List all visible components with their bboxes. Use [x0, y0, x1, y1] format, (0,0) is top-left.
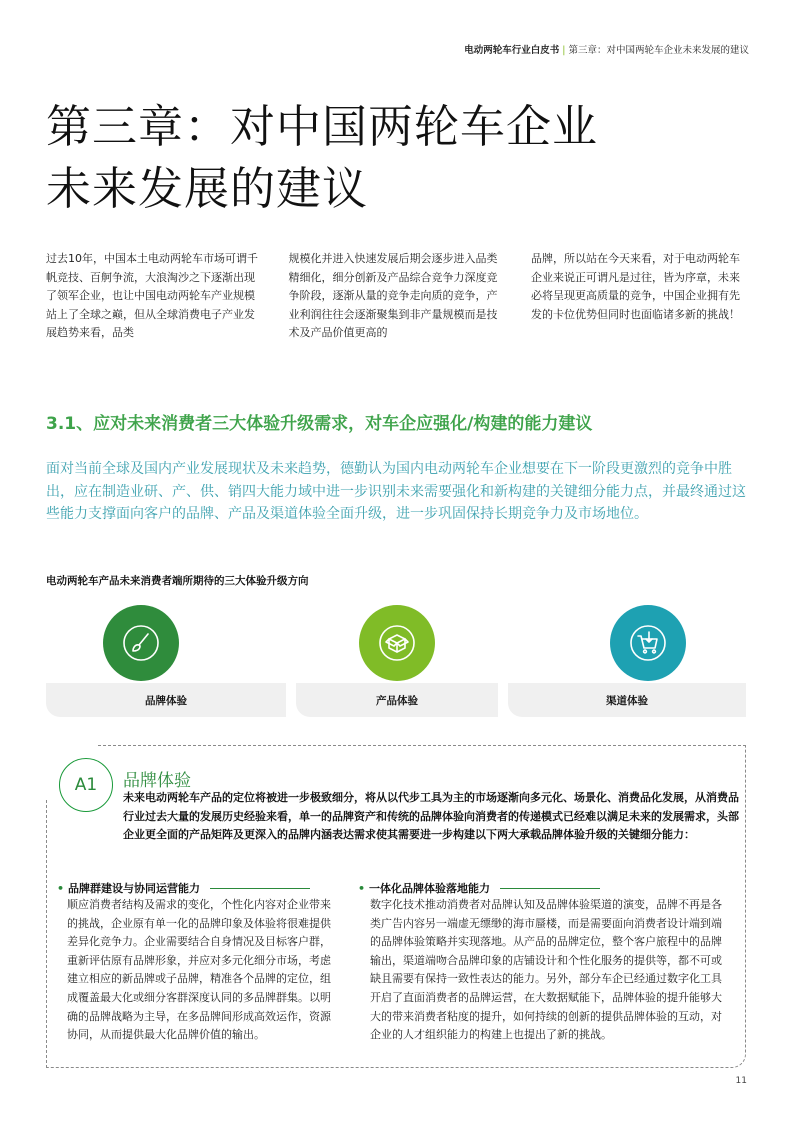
intro-column-2: 规模化并进入快速发展后期会逐步进入品类精细化，细分创新及产品综合竞争力深度竞争阶段，逐渐从量的竞争走向质的竞争，产业利润往往会逐渐聚集到非产量规模而是技术及产品价值更高的 — [288, 252, 498, 340]
intro-column-1: 过去10年，中国本土电动两轮车市场可谓千帆竞技、百舸争流，大浪淘沙之下逐渐出现了领军企业，也让中国电动两轮车产业规模站上了全球之巅，但从全球消费电子产业发展趋势来看，品类 — [46, 252, 258, 340]
header-chapter-ref: 第三章：对中国两轮车企业未来发展的建议 — [568, 45, 749, 56]
chapter-title — [46, 96, 746, 220]
card-left-border — [46, 800, 47, 1068]
cart-icon — [610, 605, 686, 681]
page-number: 11 — [735, 1076, 747, 1086]
sub-heading-label: 品牌群建设与协同运营能力 — [68, 882, 201, 895]
heading-rule — [210, 888, 310, 889]
card-top-border — [98, 745, 746, 746]
pillar-label: 品牌体验 — [145, 694, 187, 707]
brush-icon — [103, 605, 179, 681]
a1-badge: A1 — [59, 758, 113, 812]
header-doc-title: 电动两轮车行业白皮书 — [464, 45, 560, 56]
box-icon — [359, 605, 435, 681]
sub-heading-brand-group — [57, 880, 310, 896]
heading-rule — [500, 888, 600, 889]
bullet-dot: • — [57, 881, 65, 895]
intro-column-3: 品牌，所以站在今天来看，对于电动两轮车企业来说正可谓凡是过往，皆为序章，未来必将呈现更高质量的竞争，中国企业拥有先发的卡位优势但同时也面临诸多新的挑战！ — [531, 252, 740, 321]
chapter-title-line1: 第三章：对中国两轮车企业 — [46, 100, 599, 153]
section-lead: 面对当前全球及国内产业发展现状及未来趋势，德勤认为国内电动两轮车企业想要在下一阶段更激烈的竞争中胜出，应在制造业研、产、供、销四大能力域中进一步识别未来需要强化和新构建的关键细分能力点，并最终通过这些能力支撑面向客户的品牌、产品及渠道体验全面升级，进一步巩固保持长期竞争力及市场地位。 — [46, 461, 746, 522]
header-separator: | — [562, 45, 566, 56]
diagram-title: 电动两轮车产品未来消费者端所期待的三大体验升级方向 — [46, 575, 309, 587]
section-heading: 3.1、应对未来消费者三大体验升级需求，对车企应强化/构建的能力建议 — [46, 414, 593, 434]
pillar-label: 产品体验 — [376, 694, 418, 707]
sub-heading-integrated-brand — [358, 880, 600, 896]
card-title: 品牌体验 — [123, 771, 191, 791]
sub-heading-label: 一体化品牌体验落地能力 — [369, 882, 491, 895]
running-header — [464, 42, 749, 56]
chapter-title-line2: 未来发展的建议 — [46, 162, 369, 215]
pillar-product-experience — [296, 683, 498, 717]
pillar-label: 渠道体验 — [606, 694, 648, 707]
intro-columns — [46, 250, 746, 343]
pillar-channel-experience — [508, 683, 746, 717]
pillar-brand-experience — [46, 683, 286, 717]
sub-body-brand-group: 顺应消费者结构及需求的变化，个性化内容对企业带来的挑战，企业原有单一化的品牌印象及体验将很难提供差异化竞争力。企业需要结合自身情况及目标客户群，重新评估原有品牌形象，并应对多元化细分市场，考虑建立相应的新品牌或子品牌，精准各个品牌的定位，组成覆盖最大化或细分客群深度认同的多品牌群集。以明确的品牌战略为主导，在多品牌间形成高效运作，资源协同，从而提供最大化品牌价值的输出。 — [67, 898, 331, 1042]
bullet-dot: • — [358, 881, 366, 895]
sub-body-integrated-brand: 数字化技术推动消费者对品牌认知及品牌体验渠道的演变，品牌不再是各类广告内容另一端虚无缥缈的海市蜃楼，而是需要面向消费者设计端到端的品牌体验策略并实现落地。从产品的品牌定位，整个客户旅程中的品牌输出，渠道端吻合品牌印象的店铺设计和个性化服务的提供等，都不可或缺且需要有保持一致性表达的能力。另外，部分车企已经通过数字化工具开启了直面消费者的品牌运营，在大数据赋能下，品牌体验的提升能够大大的带来消费者粘度的提升，如何持续的创新的提供品牌体验的互动，对企业的人才组织能力的构建上也提出了新的挑战。 — [370, 898, 722, 1042]
card-lead: 未来电动两轮车产品的定位将被进一步极致细分，将从以代步工具为主的市场逐渐向多元化、场景化、消费品化发展，从消费品行业过去大量的发展历史经验来看，单一的品牌资产和传统的品牌体验向消费者的传递模式已经难以满足未来的发展需求，头部企业更全面的产品矩阵及更深入的品牌内涵表达需求使其需要进一步构建以下两大承载品牌体验升级的关键细分能力： — [123, 791, 739, 842]
